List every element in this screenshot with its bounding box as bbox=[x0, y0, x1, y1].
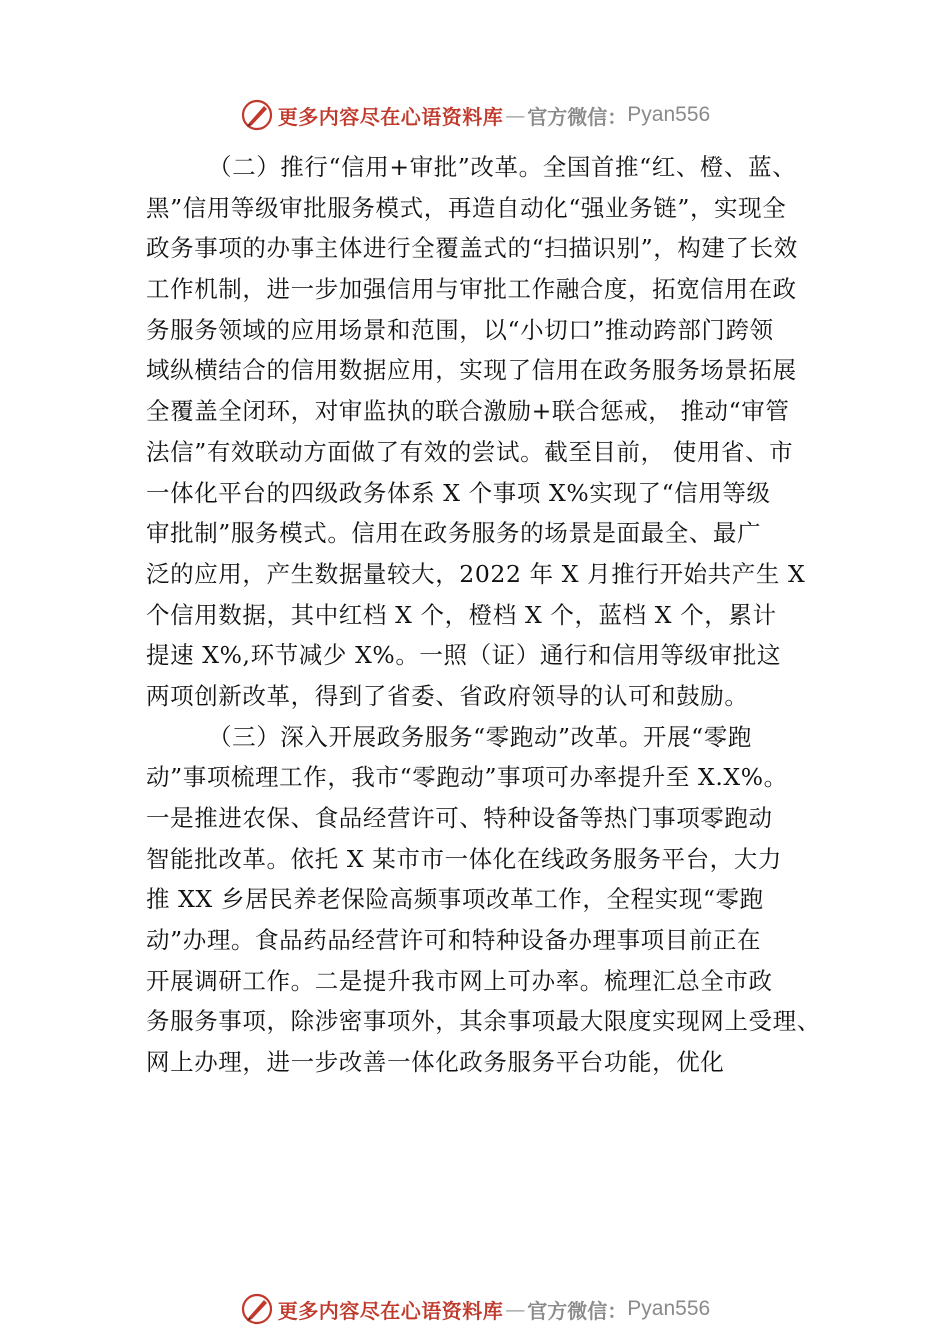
text-line: 动”办理。食品药品经营许可和特种设备办理事项目前正在 bbox=[146, 926, 762, 955]
text-line: 智能批改革。依托 X 某市市一体化在线政务服务平台，大力 bbox=[146, 844, 782, 873]
watermark-wechat-label: 官方微信： bbox=[527, 104, 628, 129]
text-line: 个信用数据，其中红档 X 个，橙档 X 个，蓝档 X 个，累计 bbox=[146, 600, 777, 629]
text-line: 工作机制，进一步加强信用与审批工作融合度，拓宽信用在政 bbox=[146, 275, 797, 304]
text-line: 提速 X%,环节减少 X%。一照（证）通行和信用等级审批这 bbox=[146, 641, 781, 670]
text-line: 推 XX 乡居民养老保险高频事项改革工作，全程实现“零跑 bbox=[146, 885, 764, 914]
watermark-banner-top bbox=[0, 95, 950, 135]
text-line: 两项创新改革，得到了省委、省政府领导的认可和鼓励。 bbox=[146, 681, 749, 710]
text-line: 审批制”服务模式。信用在政务服务的场景是面最全、最广 bbox=[146, 519, 762, 548]
watermark-separator: — bbox=[505, 103, 526, 127]
text-line: 一体化平台的四级政务体系 X 个事项 X%实现了“信用等级 bbox=[146, 478, 771, 507]
pen-circle-logo-icon bbox=[240, 98, 274, 132]
text-line: 务服务领域的应用场景和范围，以“小切口”推动跨部门跨领 bbox=[146, 315, 774, 344]
watermark-separator: — bbox=[505, 1297, 526, 1321]
watermark-banner-bottom bbox=[0, 1289, 950, 1329]
text-line: 务服务事项，除涉密事项外，其余事项最大限度实现网上受理、 bbox=[146, 1007, 821, 1036]
text-line: 开展调研工作。二是提升我市网上可办率。梳理汇总全市政 bbox=[146, 966, 773, 995]
text-line: 全覆盖全闭环，对审监执的联合激励+联合惩戒， 推动“审管 bbox=[146, 397, 790, 426]
watermark-wechat-id: Pyan556 bbox=[627, 103, 711, 126]
watermark-wechat-label: 官方微信： bbox=[527, 1298, 628, 1323]
watermark-wechat-id: Pyan556 bbox=[627, 1297, 711, 1320]
watermark-title: 更多内容尽在心语资料库 bbox=[277, 104, 504, 129]
text-line: 动”事项梳理工作，我市“零跑动”事项可办率提升至 X.X%。 bbox=[146, 763, 788, 792]
text-line: 政务事项的办事主体进行全覆盖式的“扫描识别”，构建了长效 bbox=[146, 234, 798, 263]
paragraph-3-heading-line: （三）深入开展政务服务“零跑动”改革。开展“零跑 bbox=[208, 722, 752, 751]
pen-circle-logo-icon bbox=[240, 1292, 274, 1326]
text-line: 一是推进农保、食品经营许可、特种设备等热门事项零跑动 bbox=[146, 804, 773, 832]
text-line: 黑”信用等级审批服务模式，再造自动化“强业务链”，实现全 bbox=[146, 193, 787, 222]
watermark-title: 更多内容尽在心语资料库 bbox=[277, 1298, 504, 1323]
text-line: 域纵横结合的信用数据应用，实现了信用在政务服务场景拓展 bbox=[146, 356, 797, 385]
paragraph-2-heading-line: （二）推行“信用+审批”改革。全国首推“红、橙、蓝、 bbox=[208, 153, 797, 181]
document-body bbox=[146, 147, 836, 1083]
text-line: 网上办理，进一步改善一体化政务服务平台功能，优化 bbox=[146, 1048, 725, 1077]
text-line: 法信”有效联动方面做了有效的尝试。截至目前， 使用省、市 bbox=[146, 437, 794, 466]
text-line: 泛的应用，产生数据量较大，2022 年 X 月推行开始共产生 X bbox=[146, 559, 806, 588]
